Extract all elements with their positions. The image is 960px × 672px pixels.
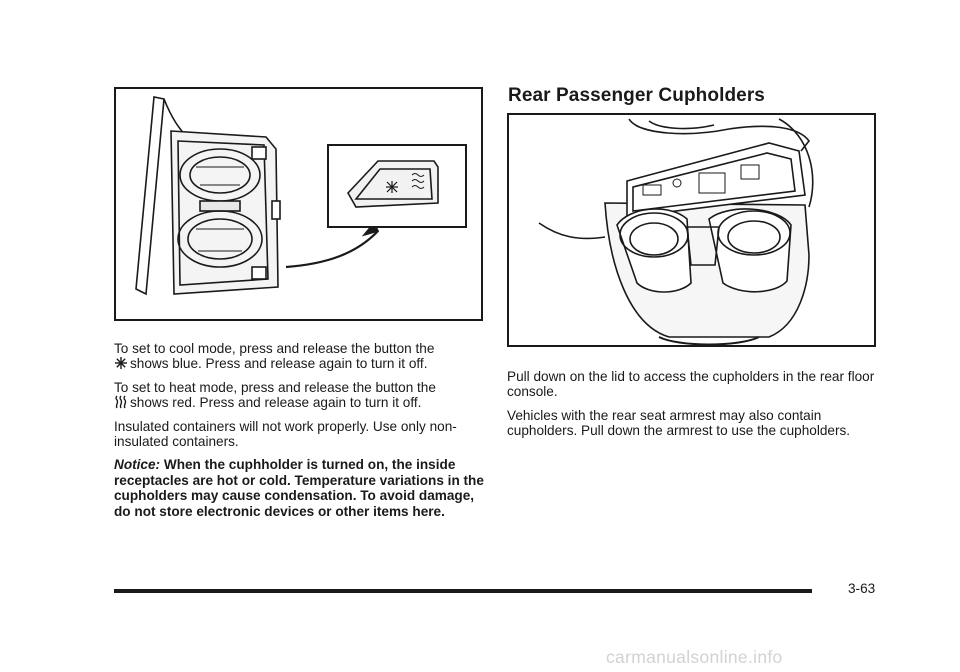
notice-text: When the cuphholder is turned on, the inside receptacles are hot or cold. Temperature variations in the cupholders may cause condensation. To avoid damage, do not store electronic devices or other items here. bbox=[114, 457, 484, 519]
cool-mode-paragraph bbox=[114, 341, 484, 372]
rear-cupholders-figure bbox=[507, 113, 876, 347]
heat-mode-text-1: To set to heat mode, press and release the button the bbox=[114, 379, 436, 395]
heat-mode-paragraph bbox=[114, 380, 484, 411]
heat-waves-icon bbox=[114, 395, 128, 409]
section-heading: Rear Passenger Cupholders bbox=[508, 85, 765, 106]
notice-paragraph bbox=[114, 457, 484, 519]
heat-mode-text-2: shows red. Press and release again to turn it off. bbox=[130, 395, 422, 411]
armrest-paragraph: Vehicles with the rear seat armrest may also contain cupholders. Pull down the armrest to use the cupholders. bbox=[507, 407, 851, 439]
insulated-paragraph: Insulated containers will not work properly. Use only non-insulated containers. bbox=[114, 418, 457, 450]
right-text-column bbox=[507, 369, 877, 447]
left-text-column bbox=[114, 341, 484, 527]
cool-mode-text-2: shows blue. Press and release again to turn it off. bbox=[130, 356, 428, 372]
watermark: carmanualsonline.info bbox=[606, 647, 783, 667]
notice-label: Notice: bbox=[114, 457, 161, 473]
cool-mode-text-1: To set to cool mode, press and release the button the bbox=[114, 341, 435, 356]
page-number: 3-63 bbox=[848, 581, 876, 596]
snowflake-icon bbox=[114, 356, 128, 370]
footer-rule bbox=[114, 589, 812, 593]
pull-down-paragraph: Pull down on the lid to access the cupholders in the rear floor console. bbox=[507, 369, 875, 400]
cupholder-figure bbox=[114, 87, 483, 321]
